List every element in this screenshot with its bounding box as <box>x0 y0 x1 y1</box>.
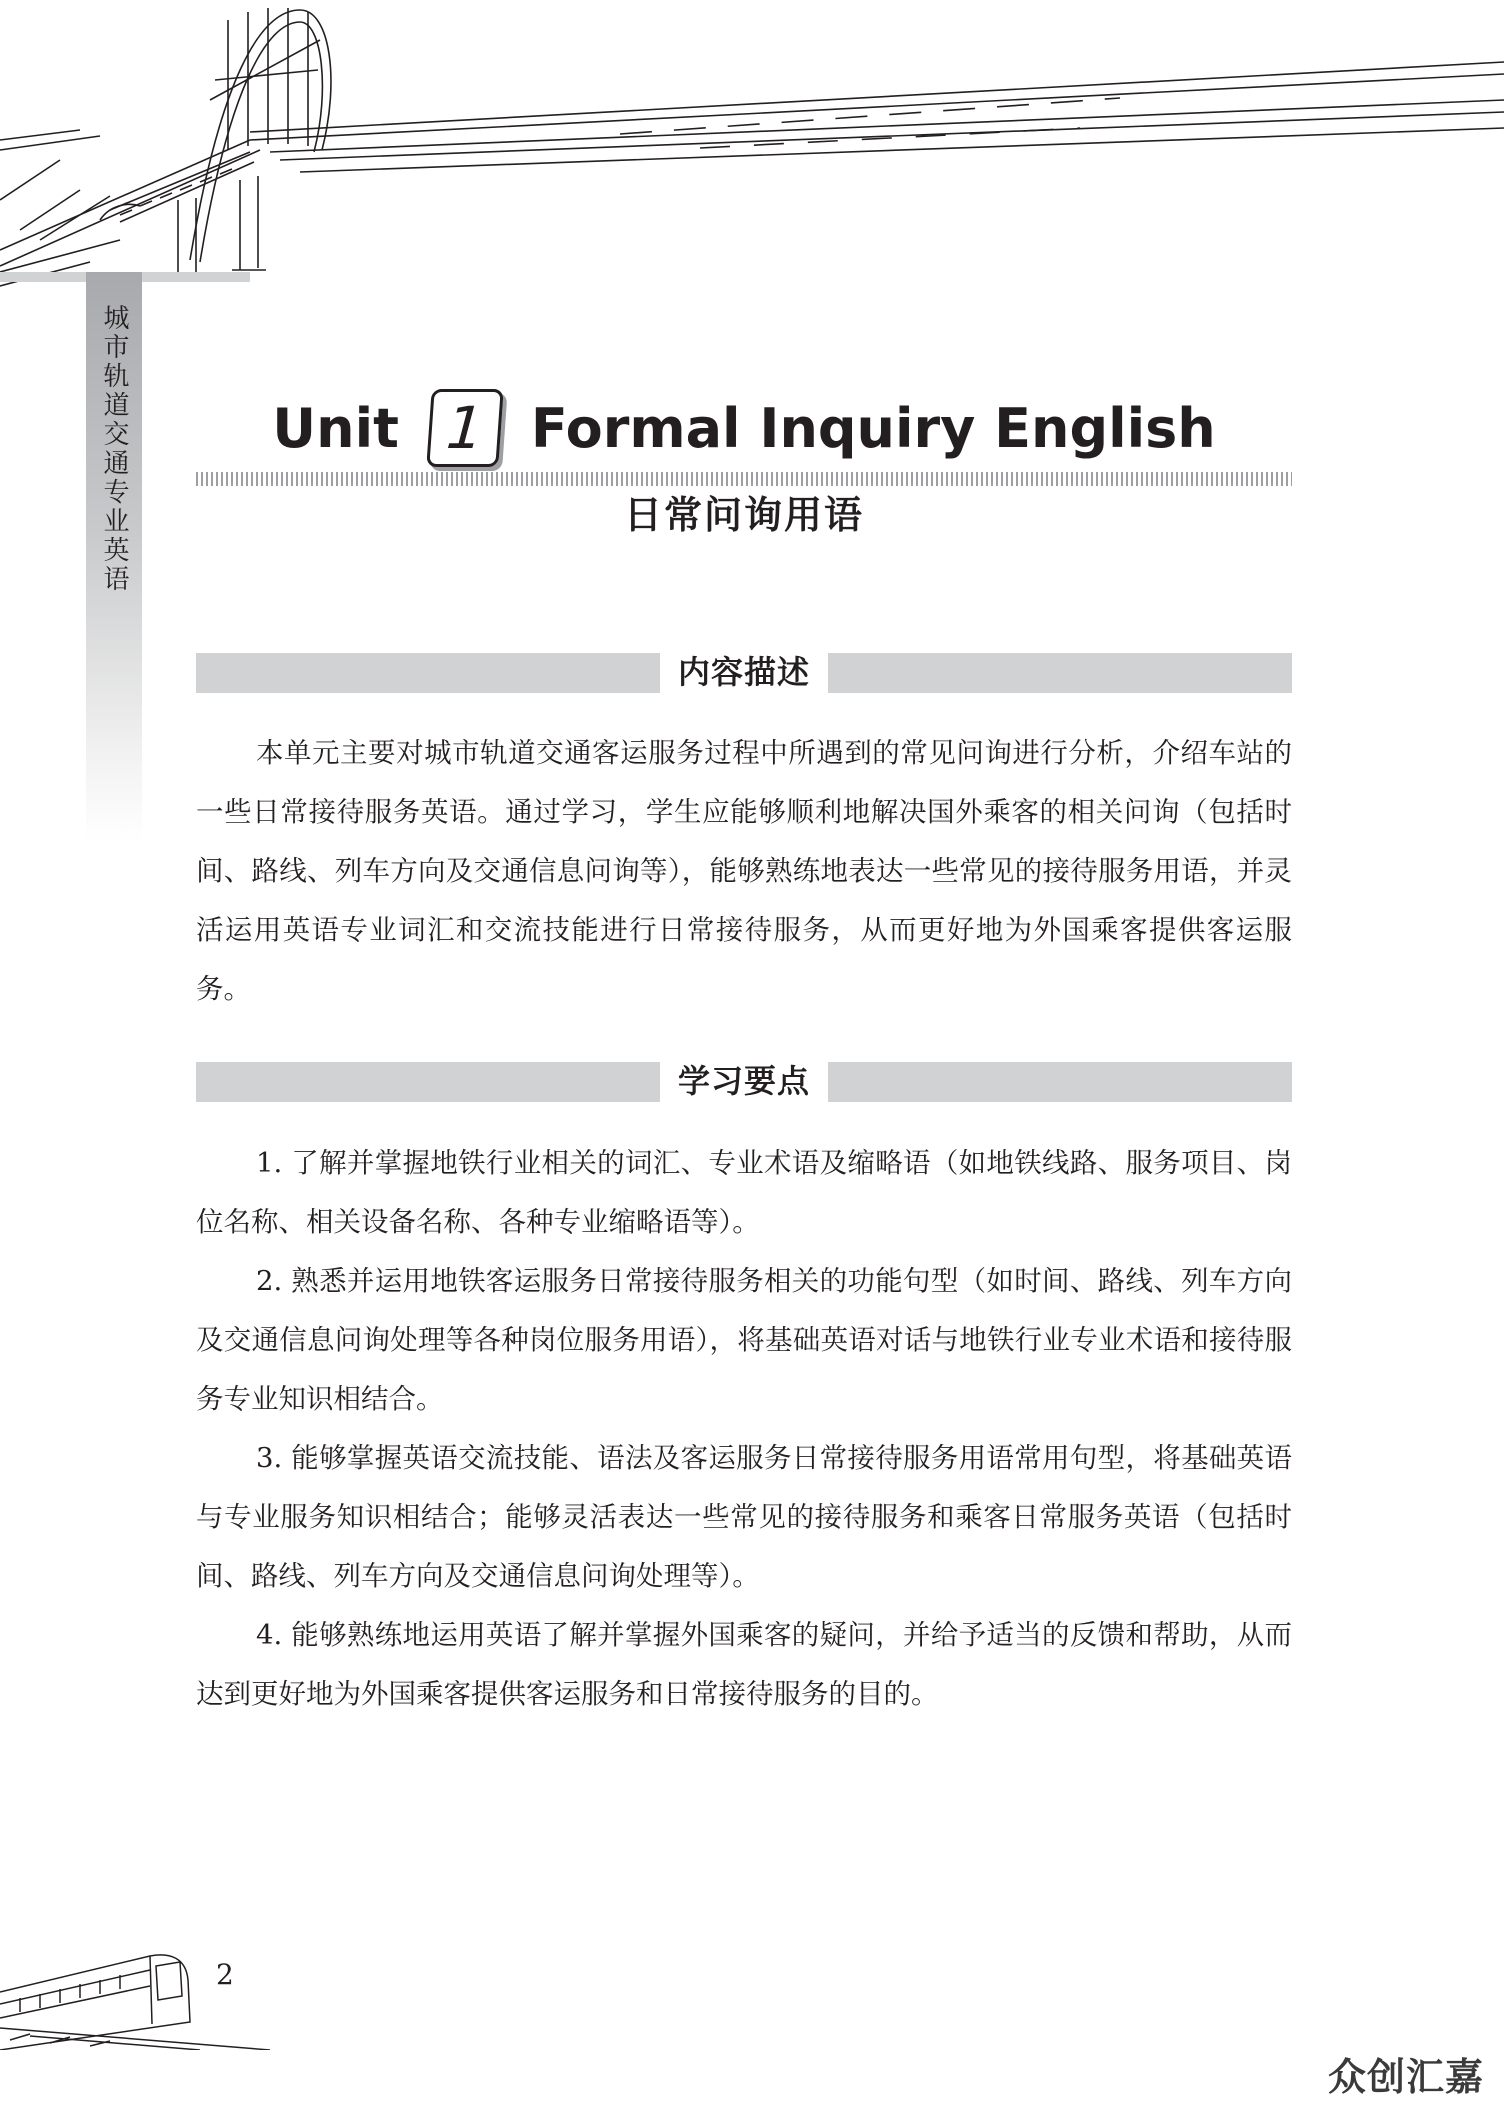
paragraph: 本单元主要对城市轨道交通客运服务过程中所遇到的常见问询进行分析，介绍车站的一些日常接待服务英语。通过学习，学生应能够顺利地解决国外乘客的相关问询（包括时间、路线、列车方向及交通信息问询等），能够熟练地表达一些常见的接待服务用语，并灵活运用英语专业词汇和交流技能进行日常接待服务，从而更好地为外国乘客提供客运服务。 <box>196 737 1292 1005</box>
unit-title-text: Formal Inquiry English <box>530 396 1216 460</box>
section-heading-content-description: 内容描述 <box>660 645 828 699</box>
section-body-content-description <box>196 724 1292 1019</box>
learning-point-1: 1. 了解并掌握地铁行业相关的词汇、专业术语及缩略语（如地铁线路、服务项目、岗位名称、相关设备名称、各种专业缩略语等）。 <box>196 1147 1292 1238</box>
learning-point-4: 4. 能够熟练地运用英语了解并掌握外国乘客的疑问，并给予适当的反馈和帮助，从而达到更好地为外国乘客提供客运服务和日常接待服务的目的。 <box>196 1619 1292 1710</box>
section-heading-bar <box>196 1062 1292 1102</box>
bridge-train-illustration <box>0 0 1504 290</box>
title-dotted-rule <box>196 472 1292 486</box>
unit-label: Unit <box>272 396 399 460</box>
watermark: 众创汇嘉 <box>1328 2055 1485 2099</box>
learning-point-3: 3. 能够掌握英语交流技能、语法及客运服务日常接待服务用语常用句型，将基础英语与专业服务知识相结合；能够灵活表达一些常见的接待服务和乘客日常服务英语（包括时间、路线、列车方向及交通信息问询处理等）。 <box>196 1442 1292 1592</box>
learning-point-2: 2. 熟悉并运用地铁客运服务日常接待服务相关的功能句型（如时间、路线、列车方向及交通信息问询处理等各种岗位服务用语），将基础英语对话与地铁行业专业术语和接待服务专业知识相结合。 <box>196 1265 1292 1415</box>
unit-subtitle: 日常问询用语 <box>623 493 864 537</box>
section-heading-bar <box>196 653 1292 693</box>
unit-title <box>196 378 1292 478</box>
unit-number-badge: 1 <box>426 389 503 467</box>
section-heading-learning-points: 学习要点 <box>660 1054 828 1108</box>
section-body-learning-points <box>196 1134 1292 1724</box>
book-title-vertical: 城市轨道交通专业英语 <box>99 304 129 594</box>
side-book-tab <box>86 272 142 842</box>
page-number: 2 <box>216 1958 234 1991</box>
